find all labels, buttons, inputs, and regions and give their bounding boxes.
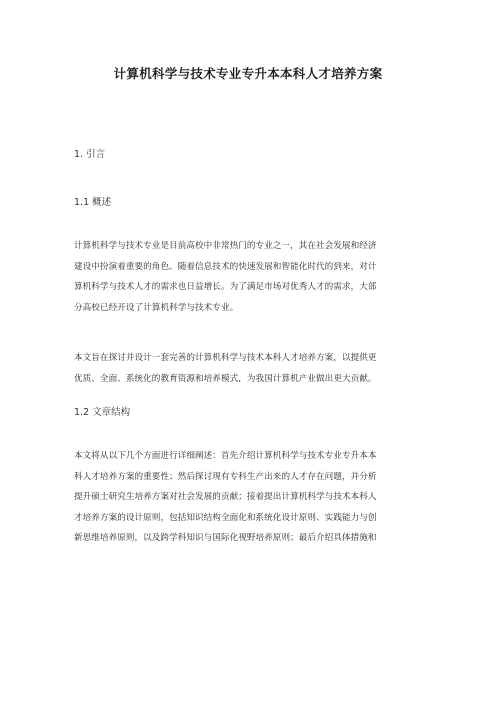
text-line: 算机科学与技术人才的需求也日益增长。为了满足市场对优秀人才的需求，大部: [74, 282, 377, 292]
text-line: 建设中扮演着重要的角色。随着信息技术的快速发展和智能化时代的到来，对计: [74, 261, 377, 272]
paragraph-overview: [74, 236, 424, 318]
paragraph-purpose: [74, 348, 424, 389]
paragraph-structure: [74, 446, 424, 549]
text-line: 才培养方案的设计原则，包括知识结构全面化和系统化设计原则、实践能力与创: [74, 512, 377, 523]
document-title: 计算机科学与技术专业专升本本科人才培养方案: [113, 66, 383, 81]
text-line: 本文将从以下几个方面进行详细阐述：首先介绍计算机科学与技术专业专升本本: [74, 451, 377, 461]
text-line: 分高校已经开设了计算机科学与技术专业。: [74, 302, 239, 313]
text-line: 科人才培养方案的重要性；然后探讨现有专科生产出来的人才存在问题，并分析: [74, 471, 377, 482]
text-line: 优质、全面、系统化的教育资源和培养模式，为我国计算机产业做出更大贡献。: [74, 373, 377, 384]
text-line: 新思维培养原则，以及跨学科知识与国际化视野培养原则；最后介绍具体措施和: [74, 533, 377, 543]
text-line: 提升硕士研究生培养方案对社会发展的贡献；接着提出计算机科学与技术本科人: [74, 492, 377, 502]
section-heading-structure: 1.2 文章结构: [74, 407, 131, 418]
section-heading-overview: 1.1 概述: [74, 197, 112, 208]
text-line: 本文旨在探讨并设计一套完善的计算机科学与技术本科人才培养方案，以提供更: [74, 353, 377, 363]
text-line: 计算机科学与技术专业是目前高校中非常热门的专业之一，其在社会发展和经济: [74, 241, 377, 251]
section-heading-introduction: 1. 引言: [74, 149, 106, 160]
